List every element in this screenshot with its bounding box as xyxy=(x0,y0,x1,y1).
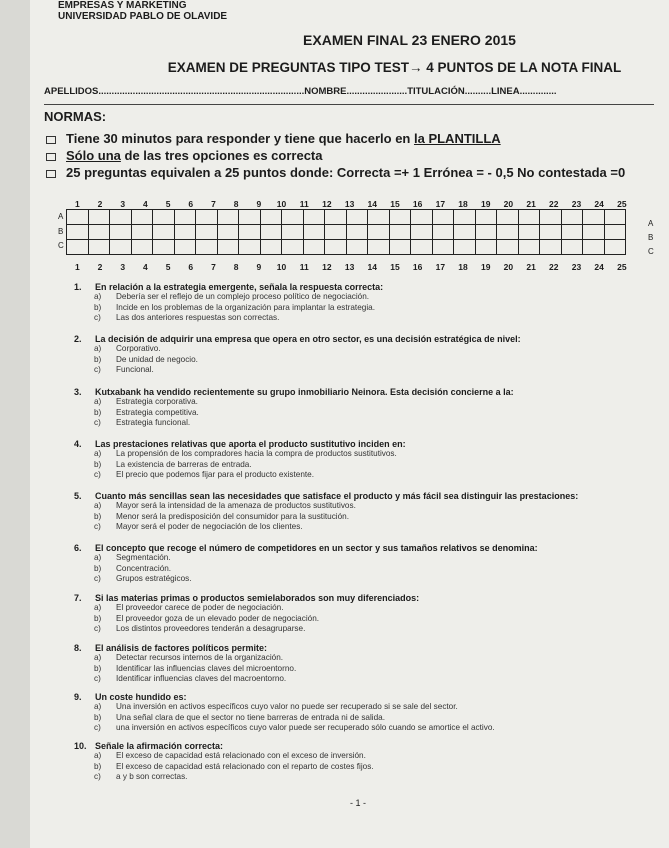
option-text: Menor será la predisposición del consumidor para la sustitución. xyxy=(116,511,350,521)
answer-option xyxy=(94,624,419,635)
question-text: La decisión de adquirir una empresa que opera en otro sector, es una decisión estratégica de nivel: xyxy=(95,334,521,344)
answer-option xyxy=(94,664,296,675)
option-text: Detectar recursos internos de la organización. xyxy=(116,653,284,662)
answer-cell[interactable] xyxy=(131,240,153,255)
question-number: 8. xyxy=(74,643,82,653)
option-text: El proveedor carece de poder de negociación. xyxy=(116,603,284,612)
question xyxy=(74,282,383,324)
answer-option xyxy=(94,470,406,481)
question xyxy=(74,334,521,376)
grid-number: 20 xyxy=(503,199,514,209)
grid-number: 6 xyxy=(188,262,194,272)
answer-cell[interactable] xyxy=(346,225,368,240)
grid-row xyxy=(67,240,626,255)
grid-row-label-right-c: C xyxy=(648,247,654,256)
field-nombre: NOMBRE....................... xyxy=(304,86,408,97)
option-letter: a) xyxy=(94,292,102,301)
answer-cell[interactable] xyxy=(368,240,390,255)
option-text: Una señal clara de que el sector no tiene barreras de entrada ni de salida. xyxy=(116,712,385,722)
answer-cell[interactable] xyxy=(497,240,519,255)
answer-cell[interactable] xyxy=(88,210,110,225)
answer-cell[interactable] xyxy=(518,225,540,240)
grid-row xyxy=(67,225,626,240)
answer-option xyxy=(94,553,538,564)
answer-option xyxy=(94,564,538,575)
answer-cell[interactable] xyxy=(196,225,218,240)
answer-cell[interactable] xyxy=(389,210,411,225)
grid-number: 7 xyxy=(211,262,216,272)
grid-number: 14 xyxy=(367,262,378,272)
norma-3-text: 25 preguntas equivalen a 25 puntos donde: Correcta =+ 1 Errónea = - 0,5 No contestada =0 xyxy=(66,165,626,180)
answer-option xyxy=(94,751,374,762)
question-text: Cuanto más sencillas sean las necesidades que satisface el producto y más fácil sea distinguir las prestaciones: xyxy=(95,491,579,501)
answer-cell[interactable] xyxy=(497,210,519,225)
question-stem xyxy=(74,643,296,653)
answer-option xyxy=(94,603,419,614)
option-text: Estrategia funcional. xyxy=(116,418,191,427)
norma-2 xyxy=(46,148,323,163)
answer-cell[interactable] xyxy=(475,240,497,255)
answer-cell[interactable] xyxy=(475,210,497,225)
option-text: Identificar las influencias claves del microentorno. xyxy=(116,663,297,673)
answer-option xyxy=(94,365,521,376)
divider xyxy=(44,104,654,105)
answer-cell[interactable] xyxy=(540,225,562,240)
norma-1 xyxy=(46,131,501,146)
answer-cell[interactable] xyxy=(411,210,433,225)
option-text: Identificar influencias claves del macroentorno. xyxy=(116,674,287,683)
question-number: 2. xyxy=(74,334,82,344)
grid-number: 12 xyxy=(322,262,332,272)
answer-cell[interactable] xyxy=(389,225,411,240)
option-letter: a) xyxy=(94,449,102,458)
norma-1-text: Tiene 30 minutos para responder y tiene que hacerlo en xyxy=(66,131,414,146)
answer-grid xyxy=(66,209,626,255)
grid-number: 5 xyxy=(165,199,171,209)
header-line2: UNIVERSIDAD PABLO DE OLAVIDE xyxy=(58,11,228,22)
page-number: - 1 - xyxy=(350,798,367,808)
answer-cell[interactable] xyxy=(260,225,282,240)
option-letter: c) xyxy=(94,674,101,683)
option-text: El precio que podemos fijar para el producto existente. xyxy=(116,470,314,479)
option-letter: b) xyxy=(94,459,102,469)
answer-cell[interactable] xyxy=(346,210,368,225)
option-text: La existencia de barreras de entrada. xyxy=(116,459,252,469)
answer-cell[interactable] xyxy=(583,210,605,225)
question-text: Señale la afirmación correcta: xyxy=(95,741,224,751)
answer-option xyxy=(94,408,514,419)
grid-row-label-left-a: A xyxy=(58,212,64,221)
norma-3 xyxy=(46,165,625,180)
answer-cell[interactable] xyxy=(604,225,626,240)
option-letter: b) xyxy=(94,712,102,722)
question-number: 4. xyxy=(74,439,82,449)
option-letter: c) xyxy=(94,365,101,374)
grid-number: 10 xyxy=(276,199,287,209)
answer-cell[interactable] xyxy=(540,210,562,225)
option-letter: c) xyxy=(94,772,101,781)
option-letter: c) xyxy=(94,574,101,583)
answer-cell[interactable] xyxy=(67,225,89,240)
grid-number: 12 xyxy=(322,199,332,209)
option-text: una inversión en activos específicos cuyo valor puede ser recuperado sólo cuando se amortice el activo. xyxy=(116,723,495,732)
answer-cell[interactable] xyxy=(561,225,583,240)
grid-number: 6 xyxy=(188,199,194,209)
answer-cell[interactable] xyxy=(303,210,325,225)
option-text: El exceso de capacidad está relacionado con el exceso de inversión. xyxy=(116,751,366,760)
question xyxy=(74,387,514,429)
grid-number: 4 xyxy=(143,262,148,272)
grid-number: 10 xyxy=(276,262,287,272)
answer-cell[interactable] xyxy=(174,225,196,240)
answer-cell[interactable] xyxy=(518,210,540,225)
grid-number: 22 xyxy=(549,262,559,272)
grid-number: 16 xyxy=(412,262,423,272)
answer-cell[interactable] xyxy=(217,210,239,225)
answer-cell[interactable] xyxy=(497,225,519,240)
question-number: 1. xyxy=(74,282,82,292)
option-letter: a) xyxy=(94,653,102,662)
field-linea: LINEA.............. xyxy=(491,86,557,97)
question xyxy=(74,741,374,783)
answer-cell[interactable] xyxy=(475,225,497,240)
grid-number: 2 xyxy=(97,199,103,209)
answer-cell[interactable] xyxy=(454,210,476,225)
answer-cell[interactable] xyxy=(196,240,218,255)
answer-cell[interactable] xyxy=(583,240,605,255)
grid-number: 13 xyxy=(344,262,355,272)
question-text: En relación a la estrategia emergente, señala la respuesta correcta: xyxy=(95,282,384,292)
grid-number: 24 xyxy=(594,262,604,272)
answer-cell[interactable] xyxy=(67,240,89,255)
question-text: Las prestaciones relativas que aporta el producto sustitutivo inciden en: xyxy=(95,439,406,449)
answer-option xyxy=(94,501,578,512)
option-text: De unidad de negocio. xyxy=(116,354,198,364)
grid-number: 21 xyxy=(526,262,536,272)
grid-number: 5 xyxy=(165,262,171,272)
question xyxy=(74,491,578,533)
grid-number: 19 xyxy=(480,199,491,209)
grid-row-label-left-b: B xyxy=(58,227,64,236)
answer-cell[interactable] xyxy=(303,225,325,240)
option-letter: c) xyxy=(94,624,101,633)
question-number: 10. xyxy=(74,741,87,751)
grid-number: 14 xyxy=(367,199,378,209)
answer-option xyxy=(94,522,578,533)
question-stem xyxy=(74,334,521,344)
option-text: Debería ser el reflejo de un complejo proceso político de negociación. xyxy=(116,292,370,301)
checkbox-bullet-icon xyxy=(46,170,56,178)
answer-option xyxy=(94,449,406,460)
answer-option xyxy=(94,574,538,585)
question xyxy=(74,593,419,635)
grid-row xyxy=(67,210,626,225)
option-letter: c) xyxy=(94,313,101,322)
grid-numbers-top xyxy=(66,199,633,209)
grid-number: 1 xyxy=(74,199,80,209)
option-text: Grupos estratégicos. xyxy=(116,574,192,583)
answer-cell[interactable] xyxy=(325,210,347,225)
answer-cell[interactable] xyxy=(174,210,196,225)
grid-number: 13 xyxy=(344,199,355,209)
question-stem xyxy=(74,491,578,501)
exam-page xyxy=(30,0,669,848)
question-stem xyxy=(74,741,374,751)
header-institution xyxy=(58,0,227,22)
answer-cell[interactable] xyxy=(411,240,433,255)
option-letter: c) xyxy=(94,418,101,427)
answer-cell[interactable] xyxy=(432,210,454,225)
question-stem xyxy=(74,593,419,603)
answer-cell[interactable] xyxy=(174,240,196,255)
answer-cell[interactable] xyxy=(518,240,540,255)
grid-number: 9 xyxy=(256,262,262,272)
answer-cell[interactable] xyxy=(540,240,562,255)
grid-row-label-right-a: A xyxy=(648,219,654,228)
answer-cell[interactable] xyxy=(110,210,132,225)
exam-subtitle: EXAMEN DE PREGUNTAS TIPO TEST→ 4 PUNTOS DE LA NOTA FINAL xyxy=(167,60,622,75)
answer-option xyxy=(94,772,374,783)
answer-option xyxy=(94,397,514,408)
question xyxy=(74,439,406,481)
answer-cell[interactable] xyxy=(217,225,239,240)
answer-cell[interactable] xyxy=(282,240,304,255)
answer-cell[interactable] xyxy=(368,210,390,225)
option-text: Concentración. xyxy=(116,563,172,573)
option-letter: a) xyxy=(94,751,102,760)
norma-2-underlined: Sólo una xyxy=(66,148,121,163)
grid-number: 15 xyxy=(390,199,400,209)
student-fields xyxy=(44,86,644,97)
answer-cell[interactable] xyxy=(604,240,626,255)
answer-cell[interactable] xyxy=(454,225,476,240)
option-text: Una inversión en activos específicos cuyo valor no puede ser recuperado si se sale del sector. xyxy=(116,702,458,711)
answer-option xyxy=(94,460,406,471)
grid-number: 18 xyxy=(458,199,468,209)
answer-cell[interactable] xyxy=(411,225,433,240)
option-text: Incide en los problemas de la organización para implantar la estrategia. xyxy=(116,302,375,312)
option-letter: a) xyxy=(94,603,102,612)
grid-numbers-bottom xyxy=(66,262,633,272)
answer-cell[interactable] xyxy=(153,210,175,225)
option-text: Mayor será el poder de negociación de los clientes. xyxy=(116,522,303,531)
norma-1-underlined: la PLANTILLA xyxy=(413,131,501,146)
checkbox-bullet-icon xyxy=(46,153,56,161)
answer-cell[interactable] xyxy=(561,210,583,225)
answer-cell[interactable] xyxy=(432,225,454,240)
answer-cell[interactable] xyxy=(368,225,390,240)
option-text: a y b son correctas. xyxy=(116,772,188,781)
option-letter: b) xyxy=(94,354,102,364)
field-titulacion: TITULACIÓN.......... xyxy=(407,86,492,97)
grid-number: 25 xyxy=(617,199,627,209)
question-number: 5. xyxy=(74,491,82,501)
grid-number: 8 xyxy=(233,199,239,209)
option-letter: a) xyxy=(94,702,102,711)
answer-option xyxy=(94,418,514,429)
option-letter: c) xyxy=(94,723,101,732)
option-letter: a) xyxy=(94,397,102,406)
option-text: Corporativo. xyxy=(116,344,161,353)
question-stem xyxy=(74,439,406,449)
grid-number: 19 xyxy=(480,262,491,272)
answer-cell[interactable] xyxy=(239,210,261,225)
grid-number: 3 xyxy=(120,262,126,272)
answer-cell[interactable] xyxy=(604,210,626,225)
grid-row-label-right-b: B xyxy=(648,233,654,242)
grid-number: 18 xyxy=(458,262,468,272)
answer-cell[interactable] xyxy=(583,225,605,240)
grid-number: 23 xyxy=(571,199,582,209)
grid-number: 8 xyxy=(233,262,239,272)
grid-number: 4 xyxy=(143,199,148,209)
answer-option xyxy=(94,713,495,724)
option-text: La propensión de los compradores hacia la compra de productos sustitutivos. xyxy=(116,449,397,458)
option-letter: b) xyxy=(94,302,102,312)
answer-cell[interactable] xyxy=(325,225,347,240)
answer-option xyxy=(94,614,419,625)
grid-number: 15 xyxy=(390,262,400,272)
answer-cell[interactable] xyxy=(131,210,153,225)
checkbox-bullet-icon xyxy=(46,136,56,144)
answer-cell[interactable] xyxy=(239,225,261,240)
option-text: Funcional. xyxy=(116,365,154,374)
grid-number: 11 xyxy=(299,262,309,272)
option-letter: c) xyxy=(94,522,101,531)
grid-number: 20 xyxy=(503,262,514,272)
answer-option xyxy=(94,762,374,773)
question-stem xyxy=(74,543,538,553)
option-text: Los distintos proveedores tenderán a desagruparse. xyxy=(116,624,306,633)
option-letter: c) xyxy=(94,470,101,479)
answer-option xyxy=(94,674,296,685)
question-number: 3. xyxy=(74,387,82,397)
answer-cell[interactable] xyxy=(239,240,261,255)
answer-option xyxy=(94,292,383,303)
question-number: 9. xyxy=(74,692,82,702)
option-letter: b) xyxy=(94,613,102,623)
question xyxy=(74,692,495,734)
answer-cell[interactable] xyxy=(282,210,304,225)
answer-cell[interactable] xyxy=(454,240,476,255)
grid-number: 25 xyxy=(617,262,627,272)
question xyxy=(74,543,538,585)
option-text: Las dos anteriores respuestas son correctas. xyxy=(116,313,280,322)
grid-row-label-left-c: C xyxy=(58,241,64,250)
question-number: 7. xyxy=(74,593,82,603)
option-letter: a) xyxy=(94,344,102,353)
grid-number: 23 xyxy=(571,262,582,272)
grid-number: 17 xyxy=(435,262,446,272)
answer-cell[interactable] xyxy=(153,240,175,255)
grid-number: 2 xyxy=(97,262,103,272)
question-text: Kutxabank ha vendido recientemente su grupo inmobiliario Neinora. Esta decisión concierne a la: xyxy=(95,387,514,397)
option-letter: b) xyxy=(94,407,102,417)
grid-number: 17 xyxy=(435,199,446,209)
answer-cell[interactable] xyxy=(325,240,347,255)
answer-cell[interactable] xyxy=(303,240,325,255)
grid-number: 22 xyxy=(549,199,559,209)
question-text: El análisis de factores políticos permite: xyxy=(95,643,268,653)
option-text: El proveedor goza de un elevado poder de negociación. xyxy=(116,613,320,623)
option-letter: b) xyxy=(94,761,102,771)
option-letter: b) xyxy=(94,511,102,521)
question-stem xyxy=(74,387,514,397)
field-apellidos: APELLIDOS.............................................................................. xyxy=(44,86,305,97)
option-text: Mayor será la intensidad de la amenaza de productos sustitutivos. xyxy=(116,501,356,510)
answer-cell[interactable] xyxy=(346,240,368,255)
answer-option xyxy=(94,344,521,355)
grid-number: 7 xyxy=(211,199,216,209)
grid-number: 24 xyxy=(594,199,604,209)
answer-cell[interactable] xyxy=(561,240,583,255)
answer-cell[interactable] xyxy=(260,240,282,255)
question xyxy=(74,643,296,685)
exam-title: EXAMEN FINAL 23 ENERO 2015 xyxy=(303,32,516,48)
option-letter: b) xyxy=(94,663,102,673)
grid-number: 1 xyxy=(74,262,80,272)
question-text: Un coste hundido es: xyxy=(95,692,187,702)
grid-number: 11 xyxy=(299,199,309,209)
option-text: Estrategia corporativa. xyxy=(116,397,198,406)
answer-option xyxy=(94,512,578,523)
answer-option xyxy=(94,702,495,713)
answer-option xyxy=(94,355,521,366)
option-text: Segmentación. xyxy=(116,553,171,562)
grid-number: 3 xyxy=(120,199,126,209)
answer-cell[interactable] xyxy=(260,210,282,225)
question-stem xyxy=(74,282,383,292)
answer-cell[interactable] xyxy=(67,210,89,225)
header-line1: EMPRESAS Y MARKETING xyxy=(58,0,187,11)
question-text: El concepto que recoge el número de competidores en un sector y sus tamaños relativos se denomina: xyxy=(95,543,538,553)
answer-option xyxy=(94,303,383,314)
grid-number: 16 xyxy=(412,199,423,209)
option-text: El exceso de capacidad está relacionado con el reparto de costes fijos. xyxy=(116,761,374,771)
option-letter: a) xyxy=(94,501,102,510)
answer-option xyxy=(94,653,296,664)
answer-cell[interactable] xyxy=(389,240,411,255)
answer-cell[interactable] xyxy=(131,225,153,240)
option-text: Estrategia competitiva. xyxy=(116,407,199,417)
option-letter: a) xyxy=(94,553,102,562)
grid-number: 21 xyxy=(526,199,536,209)
normas-title: NORMAS: xyxy=(44,109,107,124)
option-letter: b) xyxy=(94,563,102,573)
answer-cell[interactable] xyxy=(282,225,304,240)
question-text: Si las materias primas o productos semielaborados son muy diferenciados: xyxy=(95,593,420,603)
norma-2-text: de las tres opciones es correcta xyxy=(120,148,323,163)
answer-cell[interactable] xyxy=(110,225,132,240)
answer-option xyxy=(94,313,383,324)
grid-number: 9 xyxy=(256,199,262,209)
question-number: 6. xyxy=(74,543,82,553)
answer-cell[interactable] xyxy=(110,240,132,255)
answer-option xyxy=(94,723,495,734)
answer-cell[interactable] xyxy=(217,240,239,255)
answer-cell[interactable] xyxy=(88,225,110,240)
answer-cell[interactable] xyxy=(196,210,218,225)
answer-cell[interactable] xyxy=(88,240,110,255)
question-stem xyxy=(74,692,495,702)
answer-cell[interactable] xyxy=(432,240,454,255)
answer-cell[interactable] xyxy=(153,225,175,240)
